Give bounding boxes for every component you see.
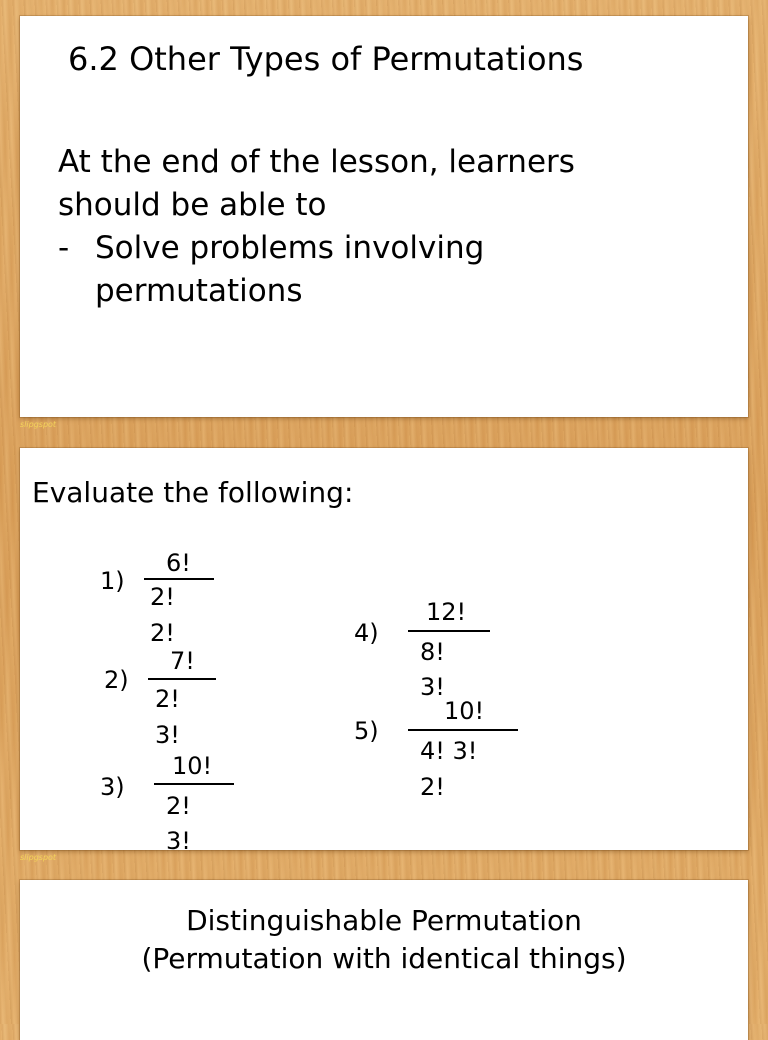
fraction-bar xyxy=(408,630,490,632)
problem-denominator-1: 2! xyxy=(150,583,175,611)
watermark-text: slipgspot xyxy=(20,420,57,429)
watermark-text: slipgspot xyxy=(20,853,57,862)
bullet-text-line-2: permutations xyxy=(95,273,303,309)
topic-title-line-1: Distinguishable Permutation xyxy=(186,904,582,937)
bullet-marker: - xyxy=(58,230,70,266)
slide-objectives xyxy=(20,16,748,417)
problem-denominator-1: 2! xyxy=(166,792,191,820)
problem-label: 2) xyxy=(104,666,129,694)
objective-intro-line-2: should be able to xyxy=(58,187,327,223)
exercise-heading: Evaluate the following: xyxy=(32,476,354,509)
bullet-text-line-1: Solve problems involving xyxy=(95,230,485,266)
problem-label: 4) xyxy=(354,619,379,647)
problem-numerator: 12! xyxy=(426,598,467,626)
topic-title-line-2: (Permutation with identical things) xyxy=(141,942,627,975)
problem-denominator-2: 2! xyxy=(150,619,175,647)
problem-denominator-1: 4! 3! xyxy=(420,737,478,765)
fraction-bar xyxy=(144,578,214,580)
slide-exercises xyxy=(20,448,748,855)
objective-intro-line-1: At the end of the lesson, learners xyxy=(58,144,575,180)
slide-distinguishable xyxy=(20,880,748,1040)
problem-label: 1) xyxy=(100,567,125,595)
problem-denominator-2: 3! xyxy=(155,721,180,749)
problem-denominator-2: 2! xyxy=(420,773,445,801)
slide-title: 6.2 Other Types of Permutations xyxy=(68,40,584,78)
fraction-bar xyxy=(154,783,234,785)
problem-numerator: 10! xyxy=(444,697,485,725)
problem-label: 3) xyxy=(100,773,125,801)
problem-denominator-2: 3! xyxy=(420,673,445,701)
problem-numerator: 7! xyxy=(170,647,195,675)
fraction-bar xyxy=(408,729,518,731)
problem-label: 5) xyxy=(354,717,379,745)
problem-numerator: 10! xyxy=(172,752,213,780)
fraction-bar xyxy=(148,678,216,680)
problem-denominator-1: 8! xyxy=(420,638,445,666)
problem-denominator-1: 2! xyxy=(155,685,180,713)
problem-denominator-2: 3! xyxy=(166,827,191,855)
problem-numerator: 6! xyxy=(166,549,191,577)
